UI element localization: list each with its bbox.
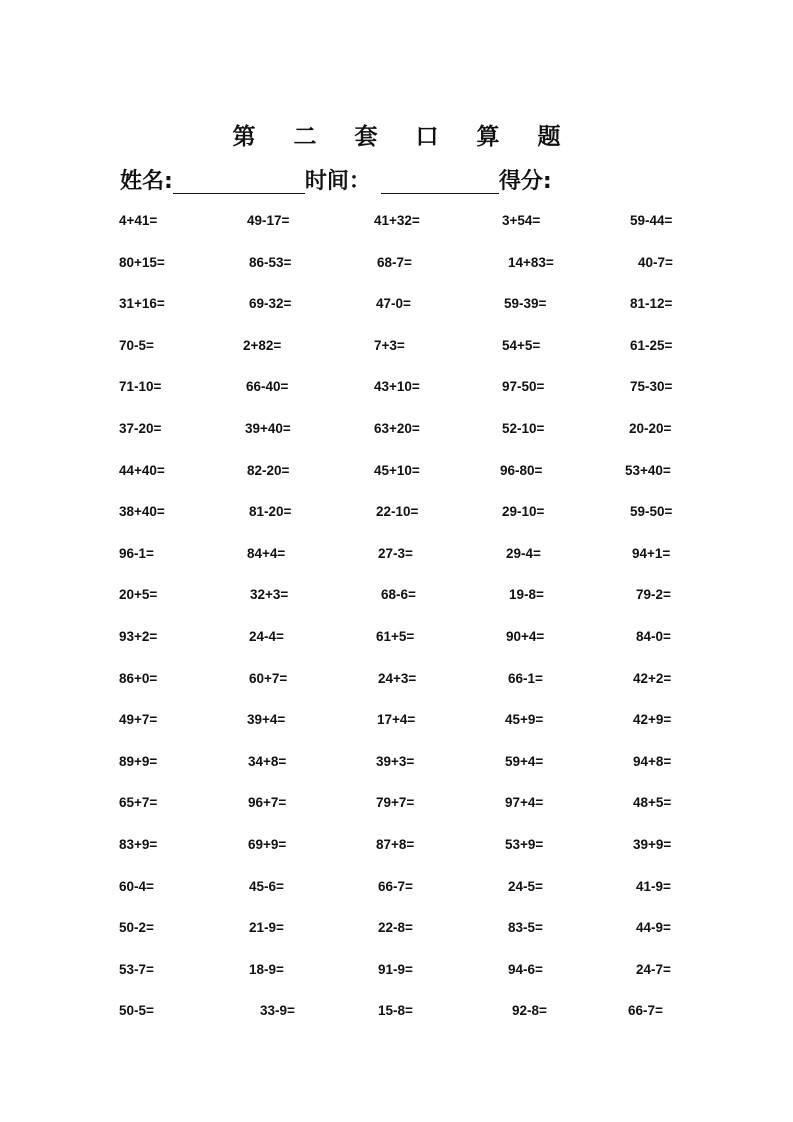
problem-row xyxy=(0,873,793,915)
arithmetic-problem: 60+7= xyxy=(249,670,288,686)
problem-row xyxy=(0,956,793,998)
problem-row xyxy=(0,789,793,831)
arithmetic-problem: 96+7= xyxy=(248,795,287,811)
arithmetic-problem: 92-8= xyxy=(512,1003,547,1019)
arithmetic-problem: 80+15= xyxy=(119,254,165,270)
arithmetic-problem: 66-1= xyxy=(508,670,543,686)
problem-row xyxy=(0,290,793,332)
arithmetic-problem: 59-44= xyxy=(630,213,673,228)
arithmetic-problem: 52-10= xyxy=(502,420,545,436)
arithmetic-problem: 82-20= xyxy=(247,462,290,478)
problem-row xyxy=(0,540,793,582)
problem-row xyxy=(0,457,793,499)
arithmetic-problem: 39+3= xyxy=(376,753,415,769)
arithmetic-problem: 68-6= xyxy=(381,587,416,603)
arithmetic-problem: 45+9= xyxy=(505,712,544,728)
score-label: 得分: xyxy=(498,169,552,194)
arithmetic-problem: 59-50= xyxy=(630,504,673,520)
arithmetic-problem: 61+5= xyxy=(376,628,415,644)
arithmetic-problem: 39+4= xyxy=(247,712,286,728)
arithmetic-problem: 65+7= xyxy=(119,795,158,811)
arithmetic-problem: 42+2= xyxy=(633,670,672,686)
problem-row xyxy=(0,581,793,623)
arithmetic-problem: 50-2= xyxy=(119,920,154,936)
arithmetic-problem: 45-6= xyxy=(249,878,284,894)
arithmetic-problem: 29-4= xyxy=(506,545,541,561)
arithmetic-problem: 93+2= xyxy=(119,628,158,644)
arithmetic-problem: 37-20= xyxy=(119,420,162,436)
problem-row xyxy=(0,748,793,790)
arithmetic-problem: 40-7= xyxy=(638,254,673,270)
arithmetic-problem: 20-20= xyxy=(629,420,672,436)
arithmetic-problem: 96-80= xyxy=(500,462,543,478)
arithmetic-problem: 97+4= xyxy=(505,795,544,811)
arithmetic-problem: 79-2= xyxy=(636,587,671,603)
arithmetic-problem: 44+40= xyxy=(119,462,165,478)
arithmetic-problem: 81-12= xyxy=(630,296,673,312)
arithmetic-problem: 43+10= xyxy=(374,379,420,395)
arithmetic-problem: 17+4= xyxy=(377,712,416,728)
arithmetic-problem: 75-30= xyxy=(630,379,673,395)
arithmetic-problem: 34+8= xyxy=(248,753,287,769)
arithmetic-problem: 47-0= xyxy=(376,296,411,312)
arithmetic-problem: 49-17= xyxy=(247,213,290,228)
problem-row xyxy=(0,665,793,707)
arithmetic-problem: 59-39= xyxy=(504,296,547,312)
arithmetic-problem: 7+3= xyxy=(374,337,405,353)
time-label: 时间： xyxy=(304,169,371,194)
worksheet-title: 第 二 套 口 算 题 xyxy=(232,123,576,150)
arithmetic-problem: 90+4= xyxy=(506,628,545,644)
arithmetic-problem: 66-7= xyxy=(378,878,413,894)
problem-grid xyxy=(0,207,793,1039)
name-blank[interactable] xyxy=(173,167,305,194)
arithmetic-problem: 49+7= xyxy=(119,712,158,728)
arithmetic-problem: 84-0= xyxy=(636,628,671,644)
problem-row xyxy=(0,831,793,873)
problem-row xyxy=(0,914,793,956)
arithmetic-problem: 45+10= xyxy=(374,462,420,478)
arithmetic-problem: 81-20= xyxy=(249,504,292,520)
problem-row xyxy=(0,706,793,748)
arithmetic-problem: 39+40= xyxy=(245,420,291,436)
arithmetic-problem: 94+8= xyxy=(633,753,672,769)
arithmetic-problem: 53+40= xyxy=(625,462,671,478)
arithmetic-problem: 68-7= xyxy=(377,254,412,270)
problem-row xyxy=(0,498,793,540)
arithmetic-problem: 22-8= xyxy=(378,920,413,936)
arithmetic-problem: 66-40= xyxy=(246,379,289,395)
arithmetic-problem: 2+82= xyxy=(243,337,282,353)
arithmetic-problem: 27-3= xyxy=(378,545,413,561)
arithmetic-problem: 69+9= xyxy=(248,836,287,852)
arithmetic-problem: 4+41= xyxy=(119,213,158,228)
arithmetic-problem: 41-9= xyxy=(636,878,671,894)
arithmetic-problem: 29-10= xyxy=(502,504,545,520)
arithmetic-problem: 14+83= xyxy=(508,254,554,270)
problem-row xyxy=(0,249,793,291)
problem-row xyxy=(0,415,793,457)
arithmetic-problem: 71-10= xyxy=(119,379,162,395)
arithmetic-problem: 53+9= xyxy=(505,836,544,852)
arithmetic-problem: 3+54= xyxy=(502,213,541,228)
arithmetic-problem: 21-9= xyxy=(249,920,284,936)
arithmetic-problem: 24-4= xyxy=(249,628,284,644)
arithmetic-problem: 22-10= xyxy=(376,504,419,520)
arithmetic-problem: 94-6= xyxy=(508,961,543,977)
problem-row xyxy=(0,207,793,249)
arithmetic-problem: 60-4= xyxy=(119,878,154,894)
arithmetic-problem: 41+32= xyxy=(374,213,420,228)
arithmetic-problem: 32+3= xyxy=(250,587,289,603)
arithmetic-problem: 91-9= xyxy=(378,961,413,977)
arithmetic-problem: 83+9= xyxy=(119,836,158,852)
arithmetic-problem: 19-8= xyxy=(509,587,544,603)
arithmetic-problem: 20+5= xyxy=(119,587,158,603)
arithmetic-problem: 89+9= xyxy=(119,753,158,769)
arithmetic-problem: 24-7= xyxy=(636,961,671,977)
arithmetic-problem: 53-7= xyxy=(119,961,154,977)
arithmetic-problem: 54+5= xyxy=(502,337,541,353)
arithmetic-problem: 42+9= xyxy=(633,712,672,728)
time-blank[interactable] xyxy=(381,167,499,194)
arithmetic-problem: 97-50= xyxy=(502,379,545,395)
problem-row xyxy=(0,332,793,374)
name-label: 姓名: xyxy=(120,169,173,194)
arithmetic-problem: 83-5= xyxy=(508,920,543,936)
arithmetic-problem: 50-5= xyxy=(119,1003,154,1019)
arithmetic-problem: 48+5= xyxy=(633,795,672,811)
arithmetic-problem: 63+20= xyxy=(374,420,420,436)
arithmetic-problem: 31+16= xyxy=(119,296,165,312)
arithmetic-problem: 59+4= xyxy=(505,753,544,769)
arithmetic-problem: 18-9= xyxy=(249,961,284,977)
problem-row xyxy=(0,997,793,1039)
arithmetic-problem: 24+3= xyxy=(378,670,417,686)
arithmetic-problem: 96-1= xyxy=(119,545,154,561)
arithmetic-problem: 38+40= xyxy=(119,504,165,520)
arithmetic-problem: 44-9= xyxy=(636,920,671,936)
arithmetic-problem: 87+8= xyxy=(376,836,415,852)
arithmetic-problem: 66-7= xyxy=(628,1003,663,1019)
arithmetic-problem: 15-8= xyxy=(378,1003,413,1019)
arithmetic-problem: 69-32= xyxy=(249,296,292,312)
arithmetic-problem: 86+0= xyxy=(119,670,158,686)
arithmetic-problem: 24-5= xyxy=(508,878,543,894)
arithmetic-problem: 86-53= xyxy=(249,254,292,270)
arithmetic-problem: 70-5= xyxy=(119,337,154,353)
arithmetic-problem: 33-9= xyxy=(260,1003,295,1019)
arithmetic-problem: 94+1= xyxy=(632,545,671,561)
arithmetic-problem: 84+4= xyxy=(247,545,286,561)
problem-row xyxy=(0,373,793,415)
arithmetic-problem: 79+7= xyxy=(376,795,415,811)
arithmetic-problem: 61-25= xyxy=(630,337,673,353)
arithmetic-problem: 39+9= xyxy=(633,836,672,852)
student-info-line xyxy=(120,160,552,200)
problem-row xyxy=(0,623,793,665)
